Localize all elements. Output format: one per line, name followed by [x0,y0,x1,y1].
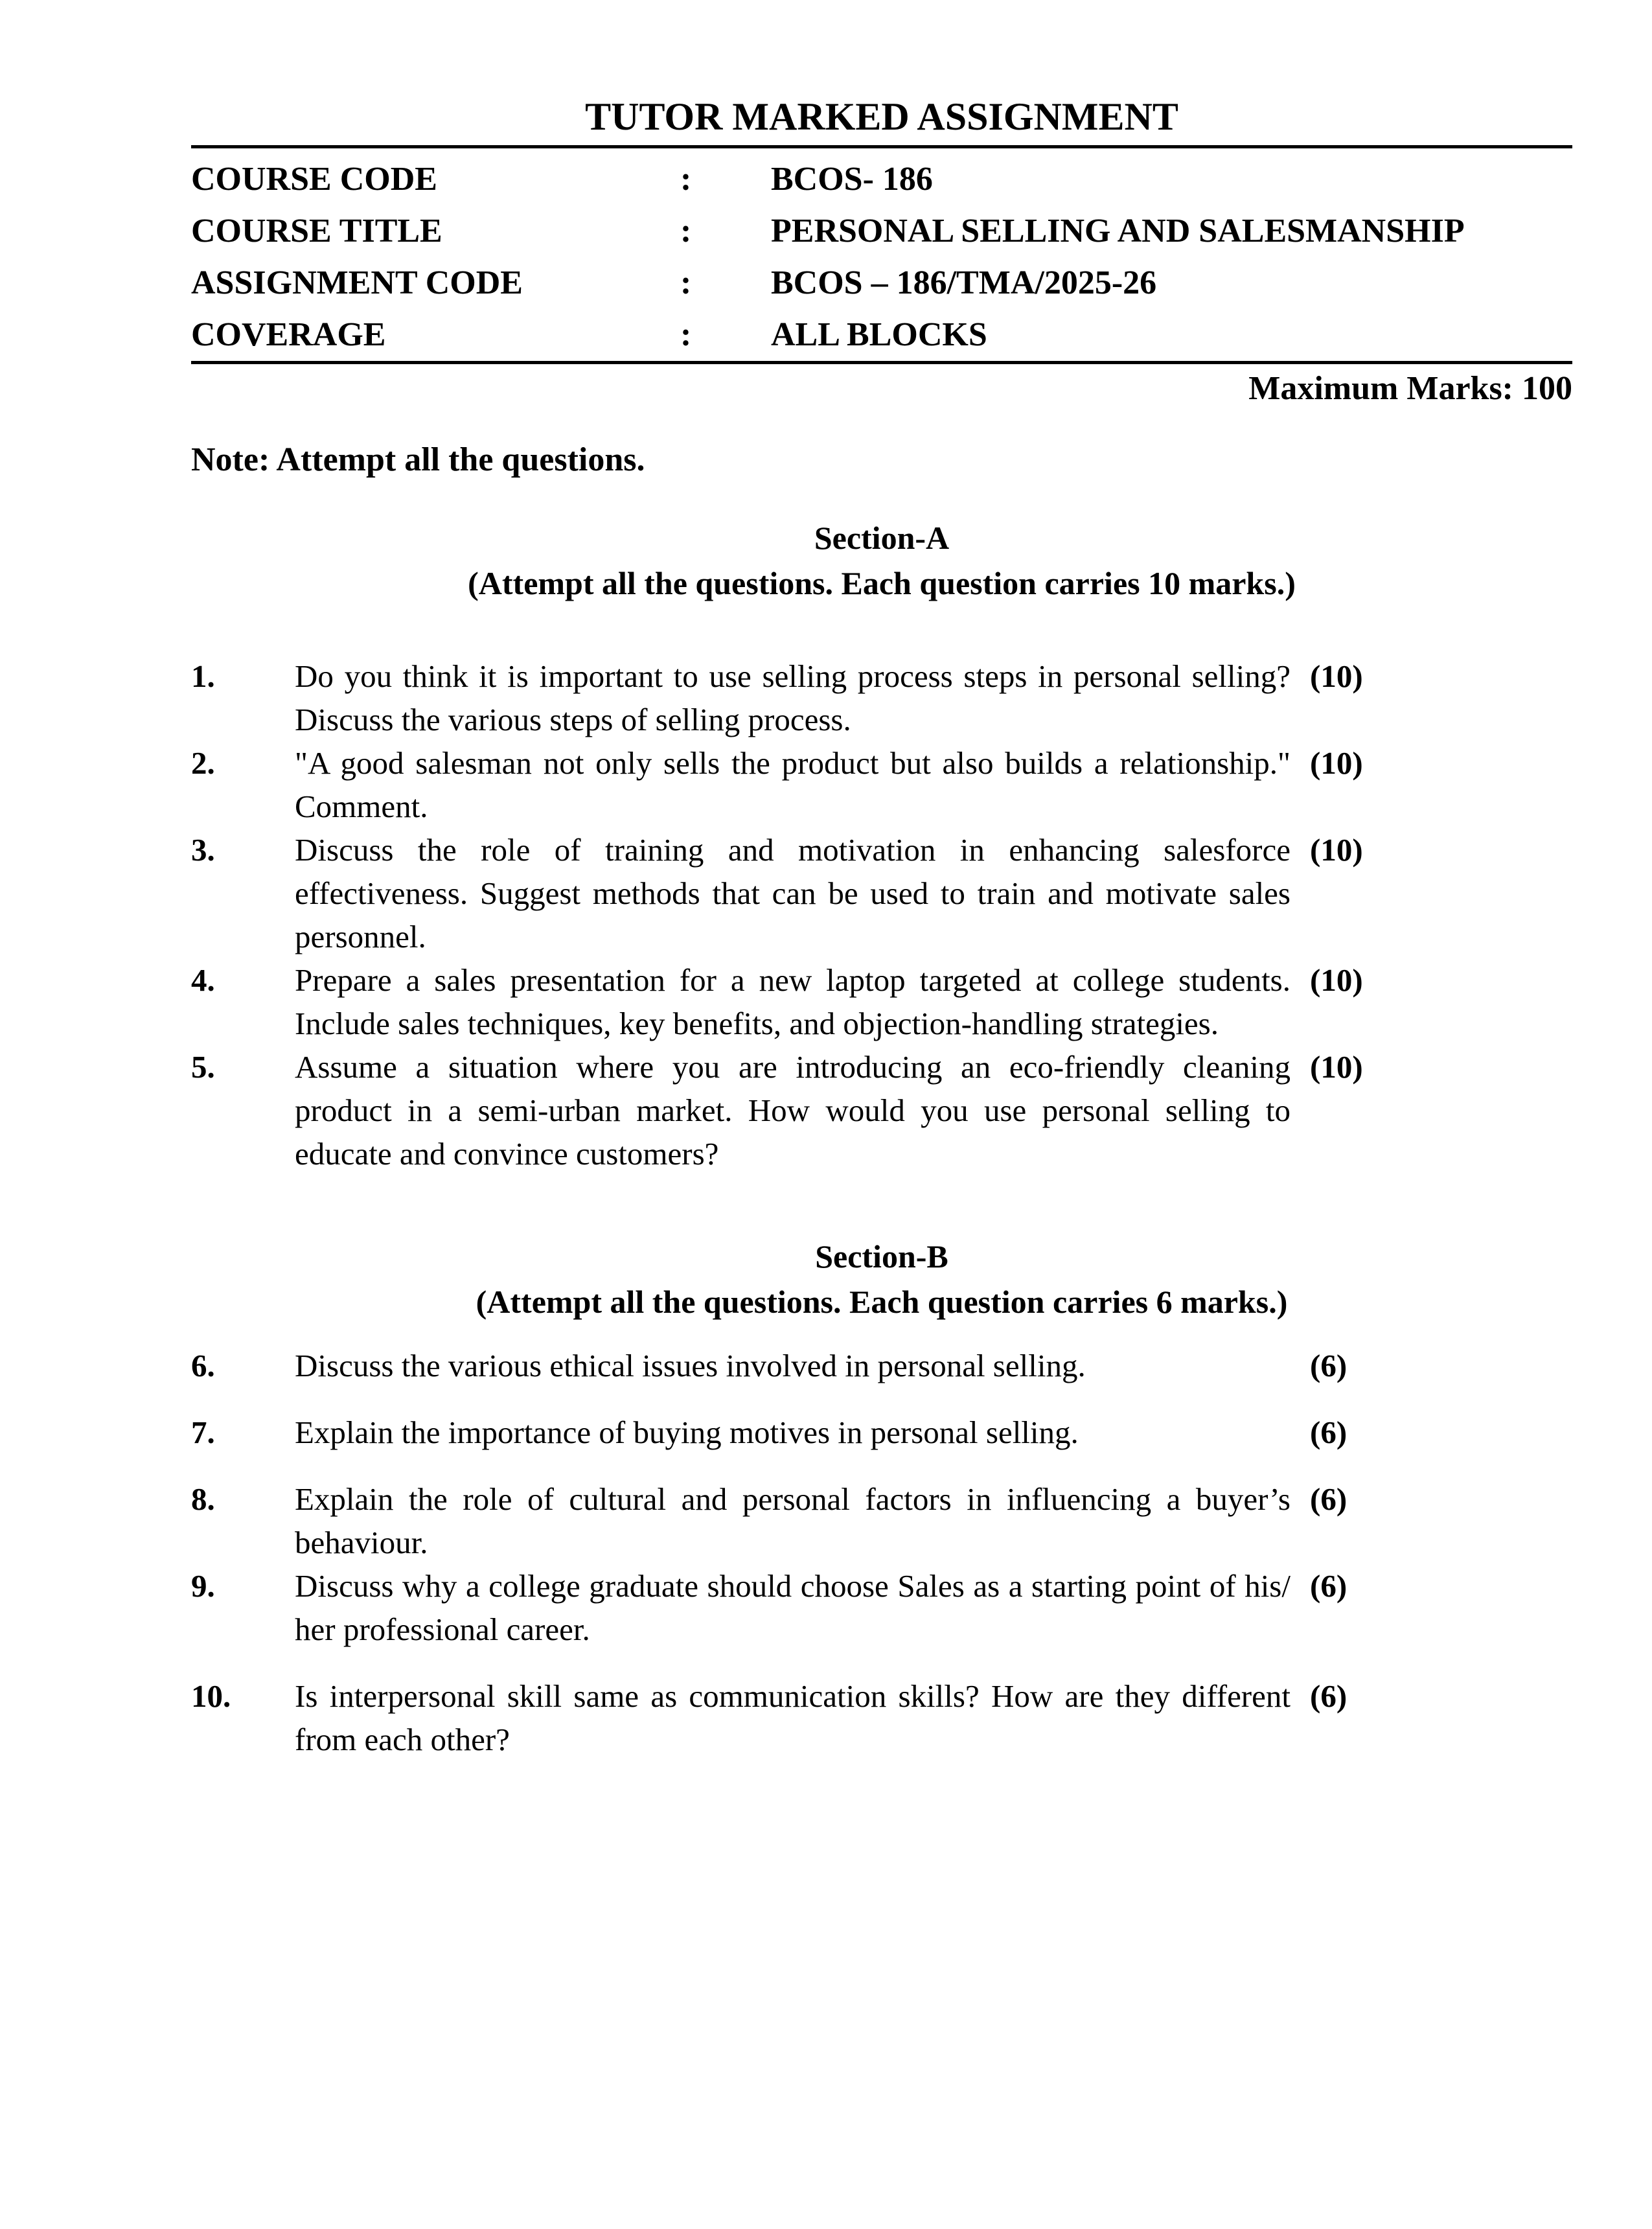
course-code-label: COURSE CODE [191,161,437,198]
separator-colon: : [680,316,692,353]
question-number: 10. [191,1678,231,1714]
question-text: Explain the role of cultural and personal factors in influencing a buyer’s behaviour. [295,1481,1291,1560]
question-number: 1. [191,658,215,694]
section-b-subtitle: (Attempt all the questions. Each question carries 6 marks.) [476,1284,1288,1320]
question-row-4 [191,958,1572,1045]
assignment-code-value: BCOS – 186/TMA/2025-26 [771,264,1157,301]
question-marks: (10) [1310,962,1363,998]
course-code-value: BCOS- 186 [771,161,933,198]
table-row-coverage [191,309,1572,361]
table-row-course-title [191,205,1572,257]
separator-colon: : [680,161,692,198]
question-marks: (6) [1310,1568,1348,1604]
question-row-8 [191,1477,1572,1564]
separator-colon: : [680,213,692,249]
question-row-6 [191,1344,1572,1387]
question-text: Is interpersonal skill same as communication skills? How are they different from each other? [295,1678,1291,1757]
question-row-9 [191,1564,1572,1651]
question-marks: (6) [1310,1415,1348,1450]
note-line: Note: Attempt all the questions. [191,441,645,478]
course-title-value: PERSONAL SELLING AND SALESMANSHIP [771,213,1465,249]
assignment-code-label: ASSIGNMENT CODE [191,264,523,301]
section-b-heading: Section-B [815,1238,948,1275]
question-number: 8. [191,1481,215,1517]
question-marks: (10) [1310,832,1363,868]
document-title: TUTOR MARKED ASSIGNMENT [191,91,1572,148]
section-b-questions [191,1344,1572,1761]
course-title-label: COURSE TITLE [191,213,442,249]
question-text: Discuss the various ethical issues involved in personal selling. [295,1348,1086,1383]
question-row-5 [191,1045,1572,1175]
question-marks: (10) [1310,658,1363,694]
assignment-document [0,91,1652,1761]
question-text: Assume a situation where you are introducing an eco-friendly cleaning product in a semi-urban market. How would you use personal selling to educate and convince customers? [295,1049,1291,1172]
table-row-course-code [191,154,1572,205]
question-row-2 [191,741,1572,828]
maximum-marks: Maximum Marks: 100 [1248,370,1572,407]
coverage-value: ALL BLOCKS [771,316,987,353]
question-marks: (6) [1310,1348,1348,1383]
question-row-1 [191,654,1572,741]
course-info-table [191,148,1572,364]
question-number: 4. [191,962,215,998]
section-a-subtitle: (Attempt all the questions. Each question carries 10 marks.) [468,565,1296,601]
coverage-label: COVERAGE [191,316,386,353]
question-marks: (6) [1310,1481,1348,1517]
question-number: 9. [191,1568,215,1604]
question-row-10 [191,1674,1572,1761]
question-number: 6. [191,1348,215,1383]
question-text: Do you think it is important to use selling process steps in personal selling? Discuss the various steps of selling process. [295,658,1291,737]
section-a-questions [191,654,1572,1175]
question-text: Discuss why a college graduate should choose Sales as a starting point of his/ her professional career. [295,1568,1291,1647]
question-text: Discuss the role of training and motivation in enhancing salesforce effectiveness. Suggest methods that can be used to train and motivate sales personnel. [295,832,1291,954]
question-number: 3. [191,832,215,868]
question-number: 2. [191,745,215,781]
question-row-3 [191,828,1572,958]
question-text: Explain the importance of buying motives in personal selling. [295,1415,1079,1450]
question-number: 7. [191,1415,215,1450]
table-row-assignment-code [191,257,1572,309]
question-number: 5. [191,1049,215,1085]
separator-colon: : [680,264,692,301]
question-marks: (6) [1310,1678,1348,1714]
question-marks: (10) [1310,745,1363,781]
question-marks: (10) [1310,1049,1363,1085]
question-text: Prepare a sales presentation for a new laptop targeted at college students. Include sales techniques, key benefits, and objection-handling strategies. [295,962,1291,1041]
question-text: "A good salesman not only sells the product but also builds a relationship." Comment. [295,745,1291,824]
question-row-7 [191,1411,1572,1454]
section-a-heading: Section-A [814,520,950,556]
